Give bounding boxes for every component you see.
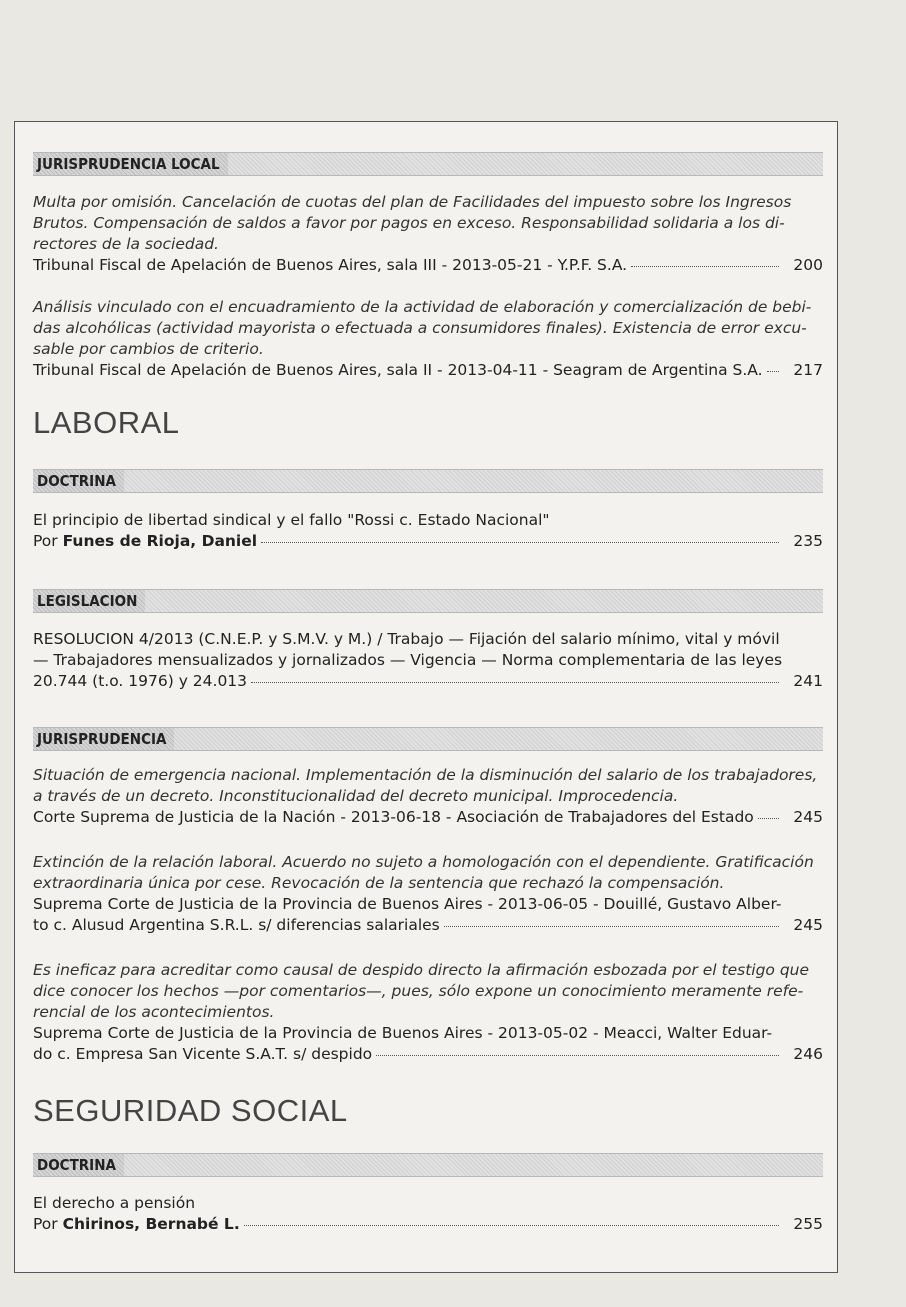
entry-line: — Trabajadores mensualizados y jornalizados — Vigencia — Norma complementaria de las leyes [33,651,783,669]
entry-summary-line: Análisis vinculado con el encuadramiento de la actividad de elaboración y comercialización de bebi- [33,298,812,316]
entry-court: do c. Empresa San Vicente S.A.T. s/ despido [33,1045,373,1063]
section-bar-jurisprudencia-local [33,152,823,176]
entry-author: Funes de Rioja, Daniel [62,532,258,550]
entry-title: El derecho a pensión [33,1194,196,1212]
entry-summary-line: das alcohólicas (actividad mayorista o efectuada a consumidores finales). Existencia de error excu- [33,319,807,337]
leader-dots [758,817,779,819]
index-entry[interactable] [33,297,823,381]
leader-dots [261,541,779,543]
entry-summary-line: dice conocer los hechos —por comentarios—, pues, sólo expone un conocimiento meramente refe- [33,982,804,1000]
entry-summary-line: Es ineficaz para acreditar como causal de despido directo la afirmación esbozada por el testigo que [33,961,810,979]
entry-court: Corte Suprema de Justicia de la Nación - 2013-06-18 - Asociación de Trabajadores del Estado [33,808,754,826]
entry-summary-line: Situación de emergencia nacional. Implementación de la disminución del salario de los trabajadores, [33,766,818,784]
leader-dots [444,925,779,927]
section-title-laboral: LABORAL [33,405,180,440]
section-header: LEGISLACION [33,590,145,612]
page-number: 246 [793,1045,823,1063]
section-bar-doctrina [33,1153,823,1177]
entry-summary-line: Brutos. Compensación de saldos a favor por pagos en exceso. Responsabilidad solidaria a los di- [33,214,785,232]
leader-dots [244,1224,779,1226]
entry-summary-line: sable por cambios de criterio. [33,340,264,358]
entry-court: Tribunal Fiscal de Apelación de Buenos Aires, sala III - 2013-05-21 - Y.P.F. S.A. [33,256,628,274]
page-number: 200 [793,256,823,274]
index-entry[interactable] [33,192,823,276]
section-bar-legislacion [33,589,823,613]
page-number: 245 [793,916,823,934]
entry-summary-line: extraordinaria única por cese. Revocación de la sentencia que rechazó la compensación. [33,874,725,892]
section-header: DOCTRINA [33,1154,124,1176]
page-number: 235 [793,532,823,550]
page-number: 245 [793,808,823,826]
index-entry[interactable] [33,960,823,1065]
page-number: 217 [793,361,823,379]
entry-court: Tribunal Fiscal de Apelación de Buenos Aires, sala II - 2013-04-11 - Seagram de Argentina S.A. [33,361,763,379]
leader-dots [767,370,779,372]
entry-summary-line: a través de un decreto. Inconstitucionalidad del decreto municipal. Improcedencia. [33,787,679,805]
section-bar-jurisprudencia [33,727,823,751]
entry-title: El principio de libertad sindical y el fallo "Rossi c. Estado Nacional" [33,511,550,529]
entry-summary-line: Multa por omisión. Cancelación de cuotas del plan de Facilidades del impuesto sobre los Ingresos [33,193,792,211]
index-entry[interactable] [33,629,823,692]
leader-dots [251,681,779,683]
index-entry[interactable] [33,510,823,552]
entry-summary-line: rencial de los acontecimientos. [33,1003,275,1021]
page-number: 241 [793,672,823,690]
entry-court: Suprema Corte de Justicia de la Provincia de Buenos Aires - 2013-05-02 - Meacci, Walter Eduar- [33,1024,773,1042]
leader-dots [376,1054,779,1056]
by-label: Por [33,1215,58,1233]
section-header: JURISPRUDENCIA LOCAL [33,153,228,175]
entry-court: to c. Alusud Argentina S.R.L. s/ diferencias salariales [33,916,440,934]
entry-line: 20.744 (t.o. 1976) y 24.013 [33,672,248,690]
entry-author: Chirinos, Bernabé L. [62,1215,240,1233]
page-number: 255 [793,1215,823,1233]
entry-line: RESOLUCION 4/2013 (C.N.E.P. y S.M.V. y M.) / Trabajo — Fijación del salario mínimo, vital y móvil [33,630,780,648]
section-header: JURISPRUDENCIA [33,728,174,750]
leader-dots [631,265,779,267]
index-entry[interactable] [33,1193,823,1235]
entry-summary-line: Extinción de la relación laboral. Acuerdo no sujeto a homologación con el dependiente. Gratificación [33,853,814,871]
section-header: DOCTRINA [33,470,124,492]
entry-court: Suprema Corte de Justicia de la Provincia de Buenos Aires - 2013-06-05 - Douillé, Gustavo Alber- [33,895,782,913]
index-entry[interactable] [33,852,823,936]
index-page [14,121,838,1273]
section-bar-doctrina [33,469,823,493]
index-entry[interactable] [33,765,823,828]
by-label: Por [33,532,58,550]
section-title-seguridad-social: SEGURIDAD SOCIAL [33,1093,348,1128]
entry-summary-line: rectores de la sociedad. [33,235,219,253]
